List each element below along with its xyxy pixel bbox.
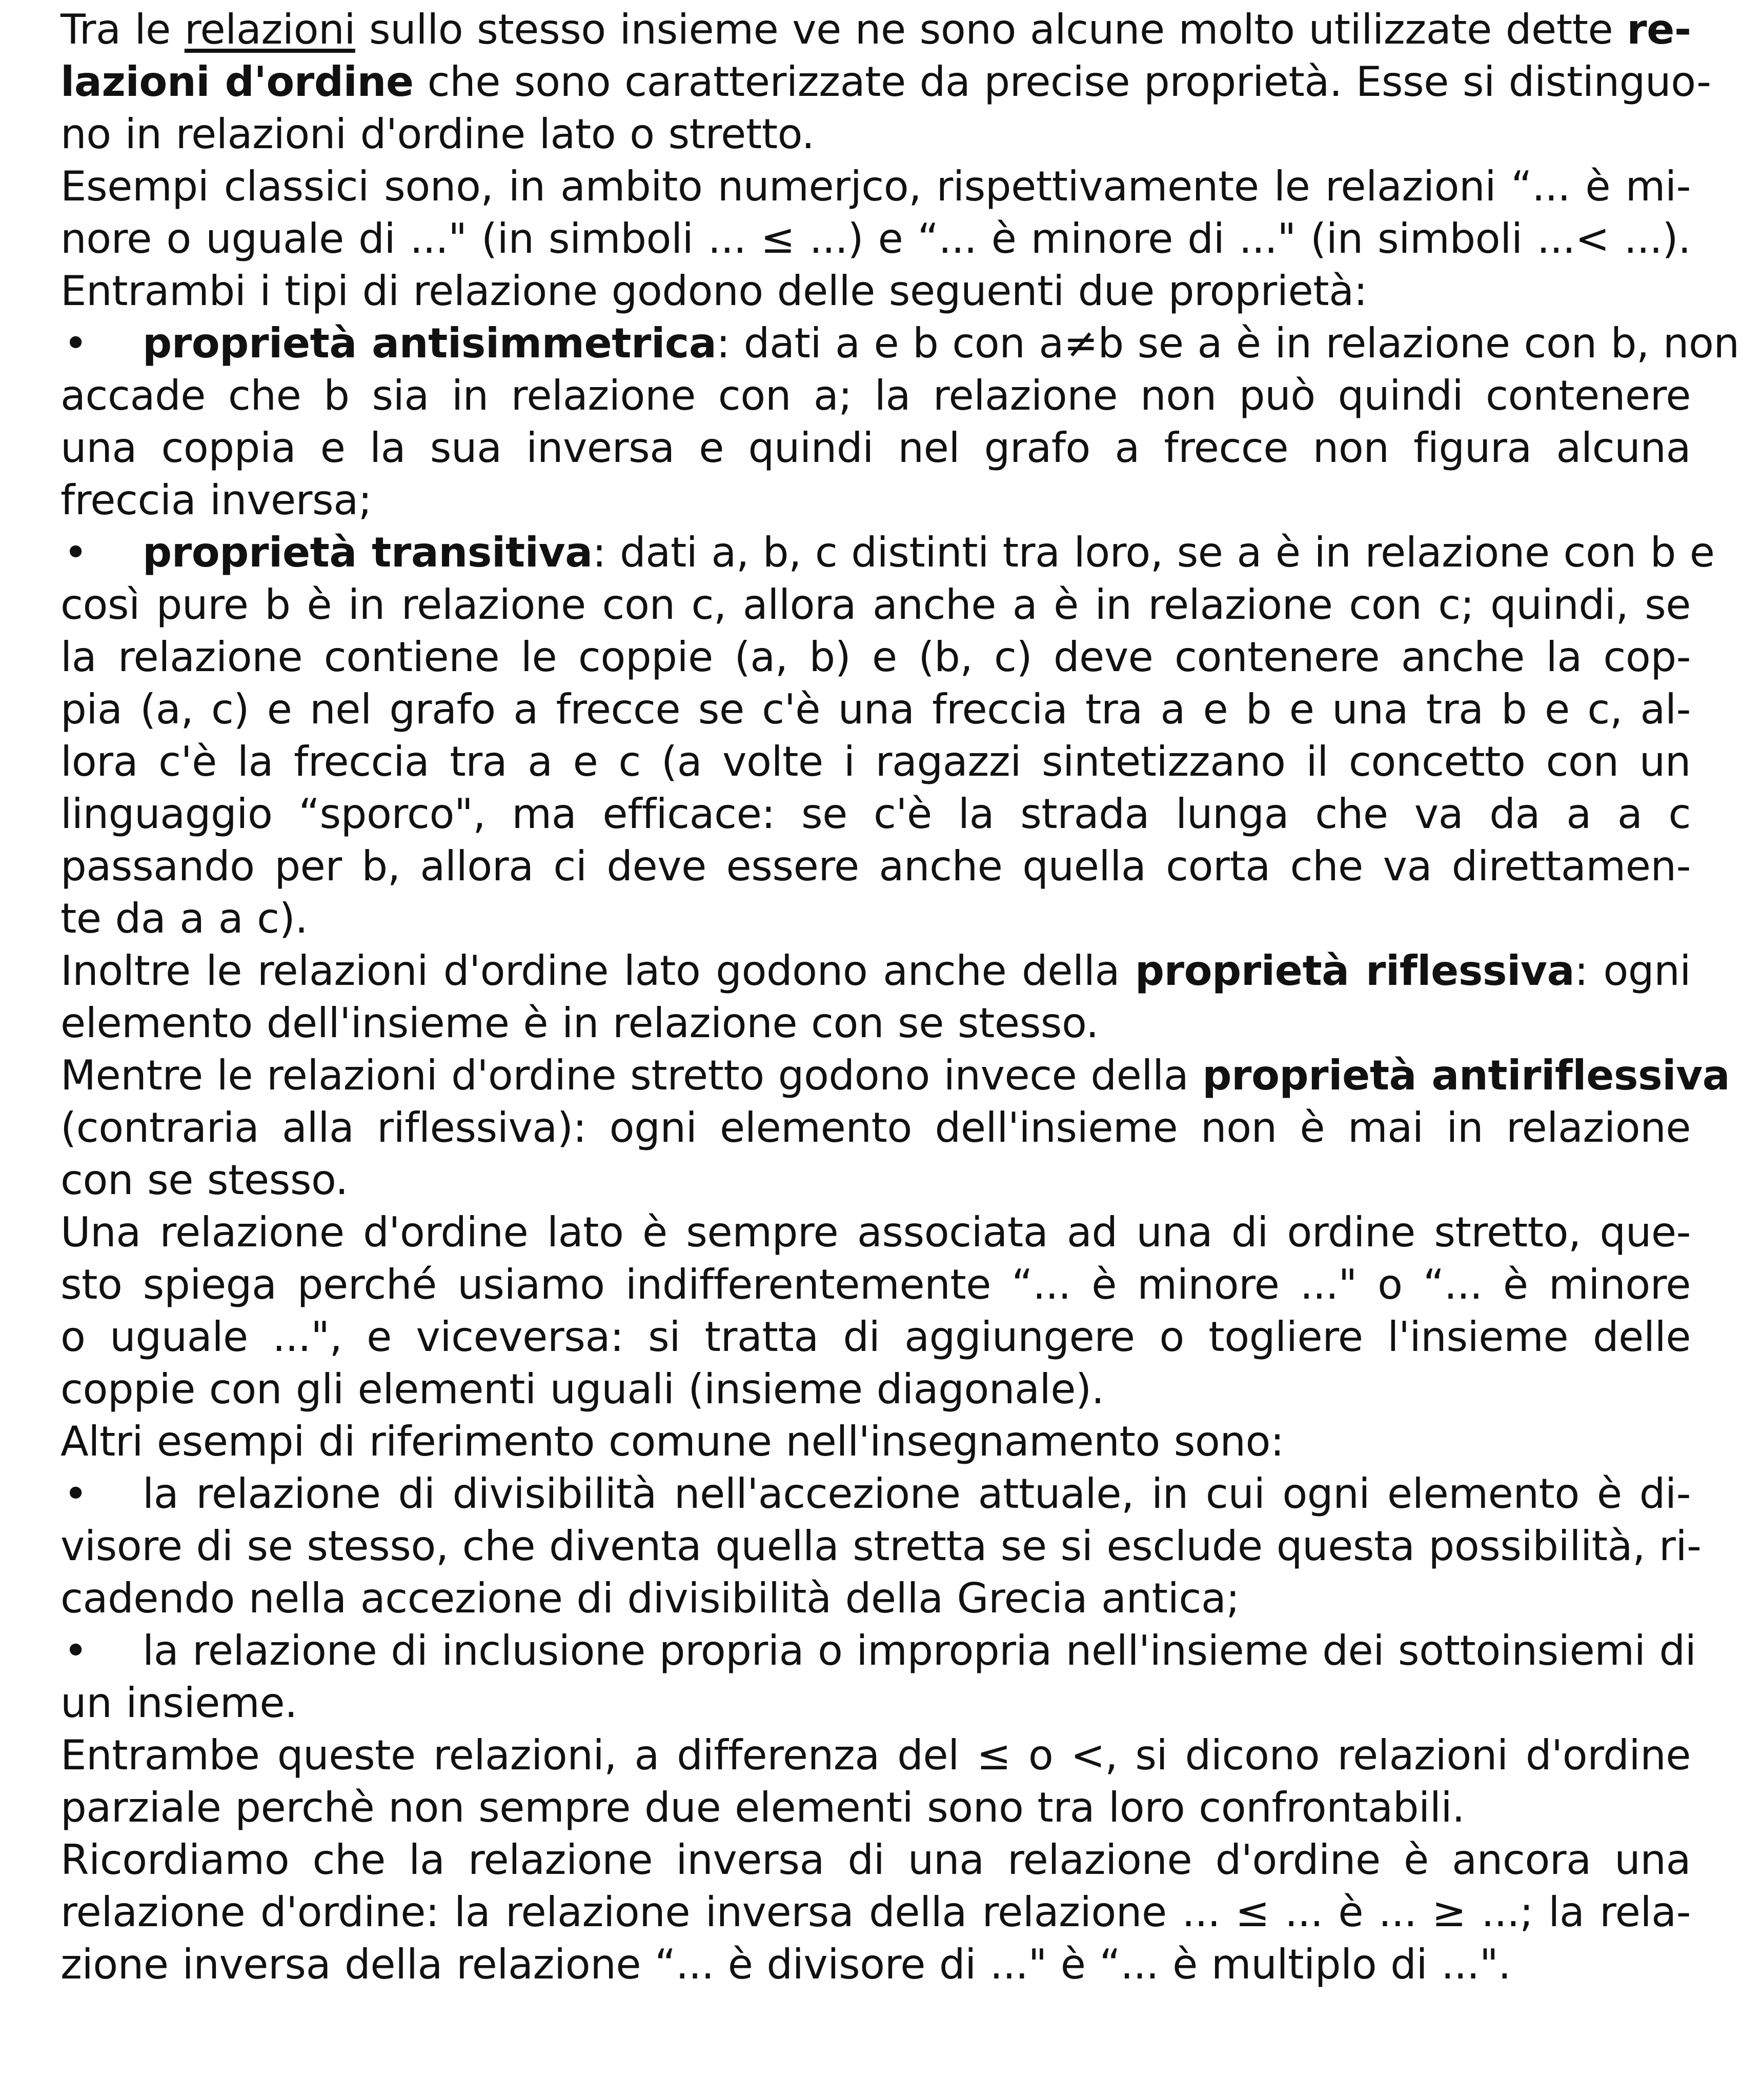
- text-line: Una relazione d'ordine lato è sempre associata ad una di ordine stretto, que-: [60, 1208, 1691, 1256]
- underlined-term: relazioni: [184, 6, 356, 53]
- text-line: [60, 3, 1691, 56]
- text-run: sullo stesso insieme ve ne sono alcune molto utilizzate dette: [355, 6, 1627, 53]
- text-line: no in relazioni d'ordine lato o stretto.: [60, 110, 815, 158]
- bold-term: lazioni d'ordine: [60, 58, 414, 106]
- text-line: pia (a, c) e nel grafo a frecce se c'è una freccia tra a e b e una tra b e c, al-: [60, 685, 1691, 733]
- text-line: con se stesso.: [60, 1156, 348, 1204]
- text-line: Ricordiamo che la relazione inversa di una relazione d'ordine è ancora una: [60, 1836, 1691, 1884]
- text-line: [60, 1049, 1730, 1102]
- text-run: : dati a e b con a≠b se a è in relazione con b, non: [716, 319, 1739, 367]
- text-line: freccia inversa;: [60, 476, 372, 524]
- text-line: Entrambe queste relazioni, a differenza del ≤ o <, si dicono relazioni d'ordine: [60, 1731, 1691, 1779]
- text-run: che sono caratterizzate da precise proprietà. Esse si distinguo-: [413, 58, 1711, 106]
- text-line: relazione d'ordine: la relazione inversa della relazione ... ≤ ... è ... ≥ ...; la rela-: [60, 1888, 1691, 1936]
- text-line: accade che b sia in relazione con a; la relazione non può quindi contenere: [60, 372, 1691, 419]
- bold-term: re-: [1627, 6, 1691, 53]
- bold-term: proprietà riflessiva: [1135, 947, 1575, 995]
- bold-term: proprietà antisimmetrica: [143, 319, 717, 367]
- text-line: elemento dell'insieme è in relazione con se stesso.: [60, 999, 1099, 1047]
- text-run: : ogni: [1574, 947, 1691, 995]
- text-line: Esempi classici sono, in ambito numerjco, rispettivamente le relazioni “... è mi-: [60, 163, 1691, 210]
- text-line: parziale perchè non sempre due elementi sono tra loro confrontabili.: [60, 1784, 1465, 1831]
- text-line: te da a a c).: [60, 895, 308, 942]
- bullet-marker: •: [64, 319, 88, 367]
- text-line: visore di se stesso, che diventa quella stretta se si esclude questa possibilità, ri-: [60, 1522, 1702, 1570]
- text-run: Inoltre le relazioni d'ordine lato godono anche della: [60, 947, 1135, 995]
- text-line: [60, 944, 1691, 998]
- text-line: la relazione di divisibilità nell'accezione attuale, in cui ogni elemento è di-: [143, 1470, 1691, 1518]
- text-line: [143, 317, 1739, 370]
- text-line: Altri esempi di riferimento comune nell'insegnamento sono:: [60, 1418, 1284, 1465]
- text-run: Tra le: [60, 6, 185, 53]
- text-line: la relazione contiene le coppie (a, b) e (b, c) deve contenere anche la cop-: [60, 633, 1691, 681]
- text-line: la relazione di inclusione propria o impropria nell'insieme dei sottoinsiemi di: [143, 1627, 1696, 1674]
- text-line: sto spiega perché usiamo indifferentemente “... è minore ..." o “... è minore: [60, 1261, 1691, 1308]
- text-line: nore o uguale di ..." (in simboli ... ≤ ...) e “... è minore di ..." (in simboli ...< ...).: [60, 215, 1691, 262]
- text-line: coppie con gli elementi uguali (insieme diagonale).: [60, 1365, 1104, 1413]
- text-line: un insieme.: [60, 1679, 297, 1727]
- text-line: [143, 526, 1715, 579]
- bullet-marker: •: [64, 529, 88, 576]
- bold-term: proprietà transitiva: [143, 529, 593, 576]
- text-line: zione inversa della relazione “... è divisore di ..." è “... è multiplo di ...".: [60, 1941, 1511, 1988]
- bullet-marker: •: [64, 1470, 88, 1518]
- text-line: lora c'è la freccia tra a e c (a volte i ragazzi sintetizzano il concetto con un: [60, 738, 1691, 785]
- text-line: così pure b è in relazione con c, allora anche a è in relazione con c; quindi, se: [60, 581, 1691, 629]
- text-line: Entrambi i tipi di relazione godono delle seguenti due proprietà:: [60, 267, 1368, 315]
- bold-term: proprietà antiriflessiva: [1202, 1052, 1730, 1099]
- text-line: cadendo nella accezione di divisibilità della Grecia antica;: [60, 1574, 1240, 1622]
- text-line: linguaggio “sporco", ma efficace: se c'è la strada lunga che va da a a c: [60, 790, 1691, 838]
- text-line: [60, 55, 1711, 109]
- text-line: una coppia e la sua inversa e quindi nel grafo a frecce non figura alcuna: [60, 424, 1691, 472]
- text-line: (contraria alla riflessiva): ogni elemento dell'insieme non è mai in relazione: [60, 1104, 1691, 1152]
- text-run: Mentre le relazioni d'ordine stretto godono invece della: [60, 1052, 1203, 1099]
- text-run: : dati a, b, c distinti tra loro, se a è in relazione con b e: [592, 529, 1715, 576]
- bullet-marker: •: [64, 1627, 88, 1674]
- text-line: o uguale ...", e viceversa: si tratta di aggiungere o togliere l'insieme delle: [60, 1313, 1691, 1361]
- text-line: passando per b, allora ci deve essere anche quella corta che va direttamen-: [60, 842, 1691, 890]
